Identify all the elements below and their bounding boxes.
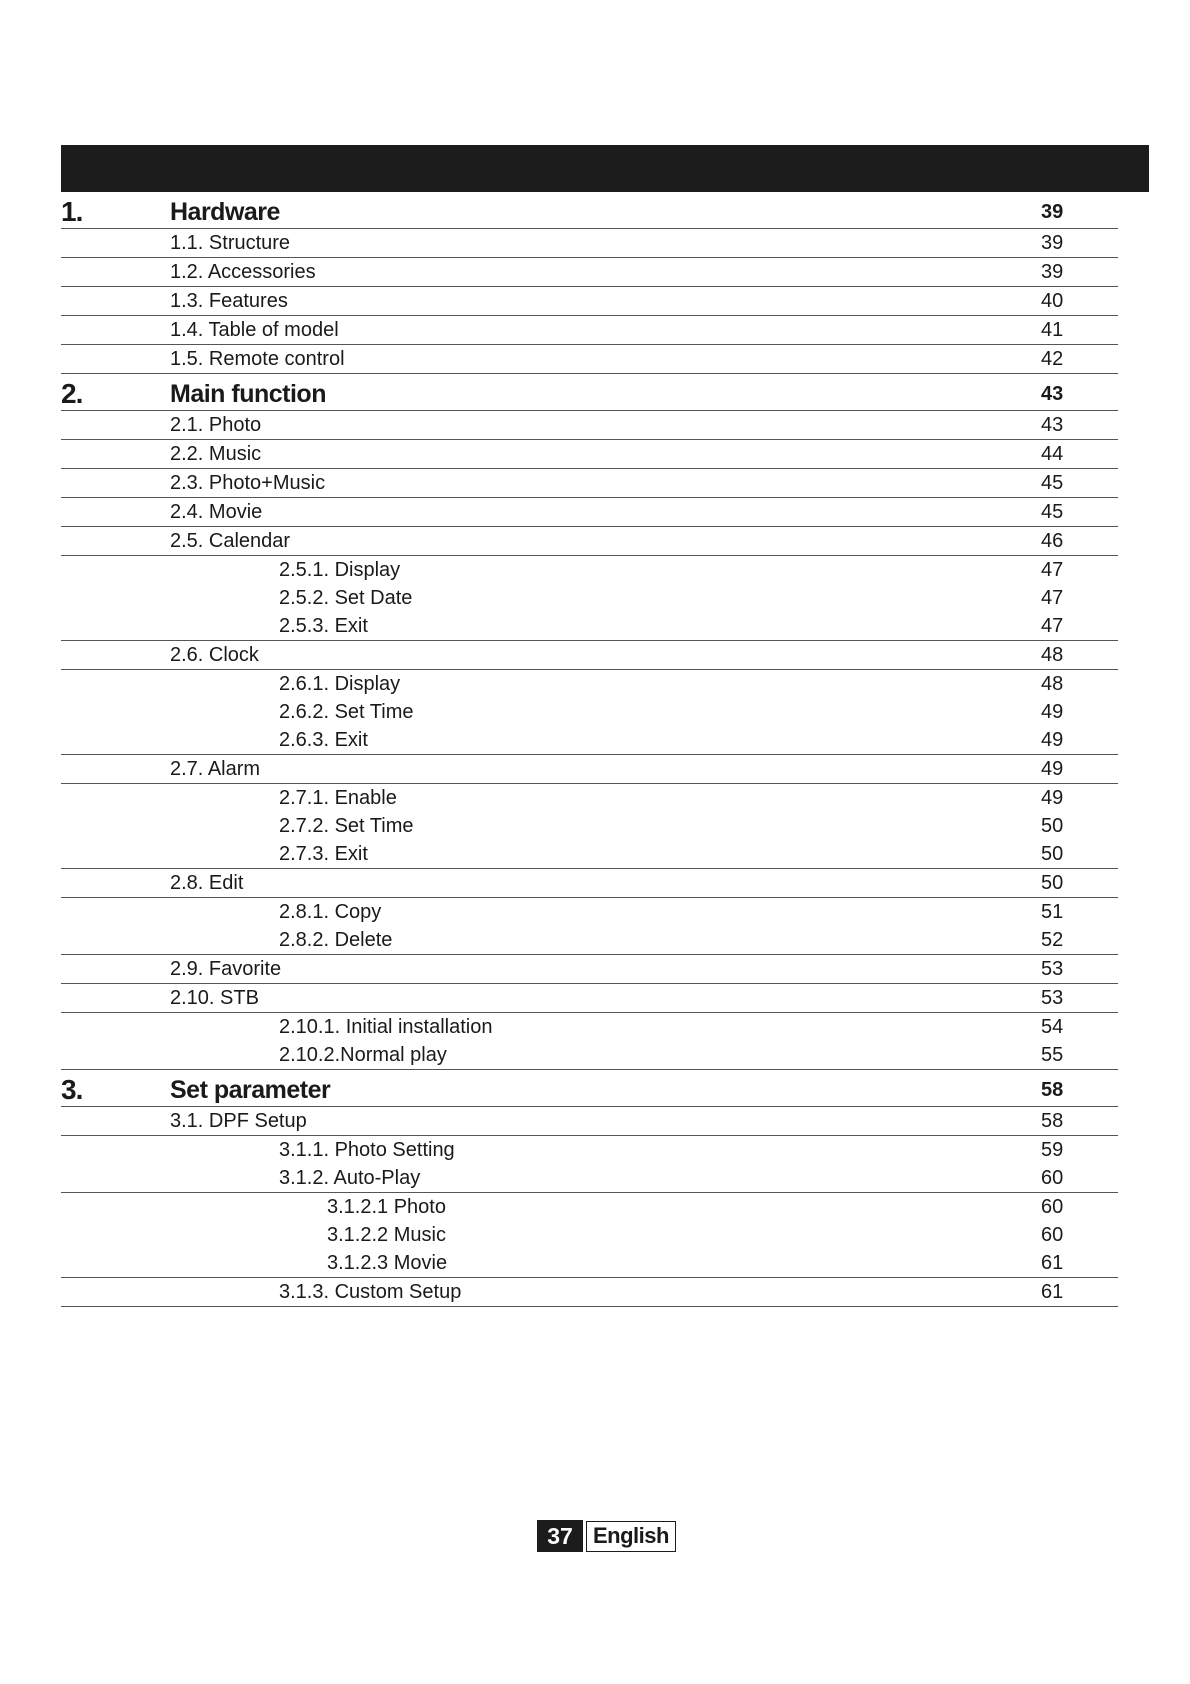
entry-page-number: 60 (1041, 1167, 1064, 1189)
toc-entry[interactable] (61, 812, 1118, 840)
entry-page-number: 47 (1041, 559, 1064, 581)
entry-title: 2.3. Photo+Music (170, 472, 326, 494)
header-bar (61, 145, 1149, 192)
entry-page-number: 54 (1041, 1016, 1064, 1038)
entry-page-number: 59 (1041, 1139, 1064, 1161)
toc-entry[interactable] (61, 584, 1118, 612)
toc-entry[interactable] (61, 316, 1118, 345)
entry-title: 2.5.3. Exit (279, 615, 368, 637)
entry-title: 2.6. Clock (170, 644, 259, 666)
entry-page-number: 49 (1041, 758, 1064, 780)
entry-title: 3.1.2.3 Movie (327, 1252, 448, 1274)
page-number: 37 (537, 1520, 583, 1552)
entry-page-number: 49 (1041, 701, 1064, 723)
entry-page-number: 43 (1041, 414, 1064, 436)
entry-title: 3.1.2.2 Music (327, 1224, 446, 1246)
toc-entry[interactable] (61, 556, 1118, 584)
toc-entry[interactable] (61, 498, 1118, 527)
entry-title: 1.4. Table of model (170, 319, 339, 341)
entry-title: 3.1.3. Custom Setup (279, 1281, 462, 1303)
entry-title: 2.5.2. Set Date (279, 587, 413, 609)
entry-title: 2.10. STB (170, 987, 259, 1009)
toc-entry[interactable] (61, 726, 1118, 755)
chapter-page-number: 58 (1041, 1079, 1064, 1101)
entry-title: 2.5.1. Display (279, 559, 401, 581)
toc-entry[interactable] (61, 1221, 1118, 1249)
page-footer (537, 1520, 676, 1552)
entry-title: 3.1.2.1 Photo (327, 1196, 446, 1218)
entry-page-number: 60 (1041, 1196, 1064, 1218)
toc-entry[interactable] (61, 1107, 1118, 1136)
entry-page-number: 58 (1041, 1110, 1064, 1132)
toc-entry[interactable] (61, 698, 1118, 726)
entry-page-number: 42 (1041, 348, 1064, 370)
entry-page-number: 48 (1041, 673, 1064, 695)
toc-entry[interactable] (61, 984, 1118, 1013)
entry-title: 2.10.1. Initial installation (279, 1016, 493, 1038)
toc-entry[interactable] (61, 440, 1118, 469)
entry-title: 3.1.1. Photo Setting (279, 1139, 455, 1161)
entry-page-number: 53 (1041, 987, 1064, 1009)
toc-entry[interactable] (61, 955, 1118, 984)
toc-entry[interactable] (61, 898, 1118, 926)
entry-title: 2.1. Photo (170, 414, 262, 436)
toc-entry[interactable] (61, 1278, 1118, 1307)
entry-title: 1.2. Accessories (170, 261, 316, 283)
entry-title: 2.7.1. Enable (279, 787, 397, 809)
toc-entry[interactable] (61, 258, 1118, 287)
entry-title: 2.6.2. Set Time (279, 701, 414, 723)
toc-entry[interactable] (61, 1164, 1118, 1193)
entry-page-number: 39 (1041, 261, 1064, 283)
toc-entry[interactable] (61, 469, 1118, 498)
entry-title: 1.5. Remote control (170, 348, 345, 370)
toc-chapter[interactable] (61, 374, 1118, 411)
entry-page-number: 55 (1041, 1044, 1064, 1066)
chapter-number: 2. (61, 378, 83, 409)
toc-entry[interactable] (61, 287, 1118, 316)
entry-page-number: 47 (1041, 587, 1064, 609)
entry-title: 2.10.2.Normal play (279, 1044, 447, 1066)
entry-title: 3.1.2. Auto-Play (279, 1167, 421, 1189)
toc-entry[interactable] (61, 840, 1118, 869)
entry-page-number: 53 (1041, 958, 1064, 980)
chapter-page-number: 43 (1041, 383, 1064, 405)
chapter-title: Hardware (170, 198, 280, 226)
toc-entry[interactable] (61, 1013, 1118, 1041)
entry-page-number: 49 (1041, 729, 1064, 751)
entry-title: 2.4. Movie (170, 501, 263, 523)
toc-entry[interactable] (61, 612, 1118, 641)
entry-page-number: 51 (1041, 901, 1064, 923)
entry-page-number: 50 (1041, 872, 1064, 894)
entry-page-number: 45 (1041, 472, 1064, 494)
toc-entry[interactable] (61, 1193, 1118, 1221)
entry-page-number: 45 (1041, 501, 1064, 523)
toc-chapter[interactable] (61, 192, 1118, 229)
toc-chapter[interactable] (61, 1070, 1118, 1107)
entry-page-number: 41 (1041, 319, 1064, 341)
entry-page-number: 49 (1041, 787, 1064, 809)
entry-title: 2.6.3. Exit (279, 729, 368, 751)
chapter-number: 1. (61, 196, 83, 227)
language-label: English (586, 1521, 676, 1552)
entry-title: 2.5. Calendar (170, 530, 291, 552)
entry-title: 2.7.3. Exit (279, 843, 368, 865)
entry-page-number: 48 (1041, 644, 1064, 666)
entry-title: 2.8. Edit (170, 872, 244, 894)
toc-entry[interactable] (61, 1136, 1118, 1164)
chapter-number: 3. (61, 1074, 83, 1105)
entry-page-number: 44 (1041, 443, 1064, 465)
entry-title: 2.9. Favorite (170, 958, 282, 980)
toc-entry[interactable] (61, 229, 1118, 258)
toc-entry[interactable] (61, 411, 1118, 440)
entry-title: 1.1. Structure (170, 232, 291, 254)
entry-title: 3.1. DPF Setup (170, 1110, 307, 1132)
entry-title: 2.7. Alarm (170, 758, 261, 780)
toc-entry[interactable] (61, 755, 1118, 784)
entry-page-number: 39 (1041, 232, 1064, 254)
toc-entry[interactable] (61, 869, 1118, 898)
toc-entry[interactable] (61, 926, 1118, 955)
entry-page-number: 40 (1041, 290, 1064, 312)
entry-page-number: 60 (1041, 1224, 1064, 1246)
entry-page-number: 61 (1041, 1252, 1064, 1274)
toc-entry[interactable] (61, 1249, 1118, 1278)
entry-title: 1.3. Features (170, 290, 288, 312)
toc-entry[interactable] (61, 641, 1118, 670)
entry-page-number: 46 (1041, 530, 1064, 552)
toc-entry[interactable] (61, 670, 1118, 698)
entry-title: 2.8.1. Copy (279, 901, 382, 923)
chapter-title: Main function (170, 380, 326, 408)
entry-title: 2.7.2. Set Time (279, 815, 414, 837)
toc-entry[interactable] (61, 1041, 1118, 1070)
entry-title: 2.2. Music (170, 443, 262, 465)
table-of-contents (61, 192, 1118, 1307)
entry-page-number: 50 (1041, 815, 1064, 837)
toc-entry[interactable] (61, 345, 1118, 374)
toc-entry[interactable] (61, 784, 1118, 812)
entry-title: 2.6.1. Display (279, 673, 401, 695)
entry-title: 2.8.2. Delete (279, 929, 393, 951)
toc-entry[interactable] (61, 527, 1118, 556)
chapter-title: Set parameter (170, 1076, 331, 1104)
entry-page-number: 52 (1041, 929, 1064, 951)
chapter-page-number: 39 (1041, 201, 1064, 223)
entry-page-number: 61 (1041, 1281, 1064, 1303)
entry-page-number: 47 (1041, 615, 1064, 637)
entry-page-number: 50 (1041, 843, 1064, 865)
